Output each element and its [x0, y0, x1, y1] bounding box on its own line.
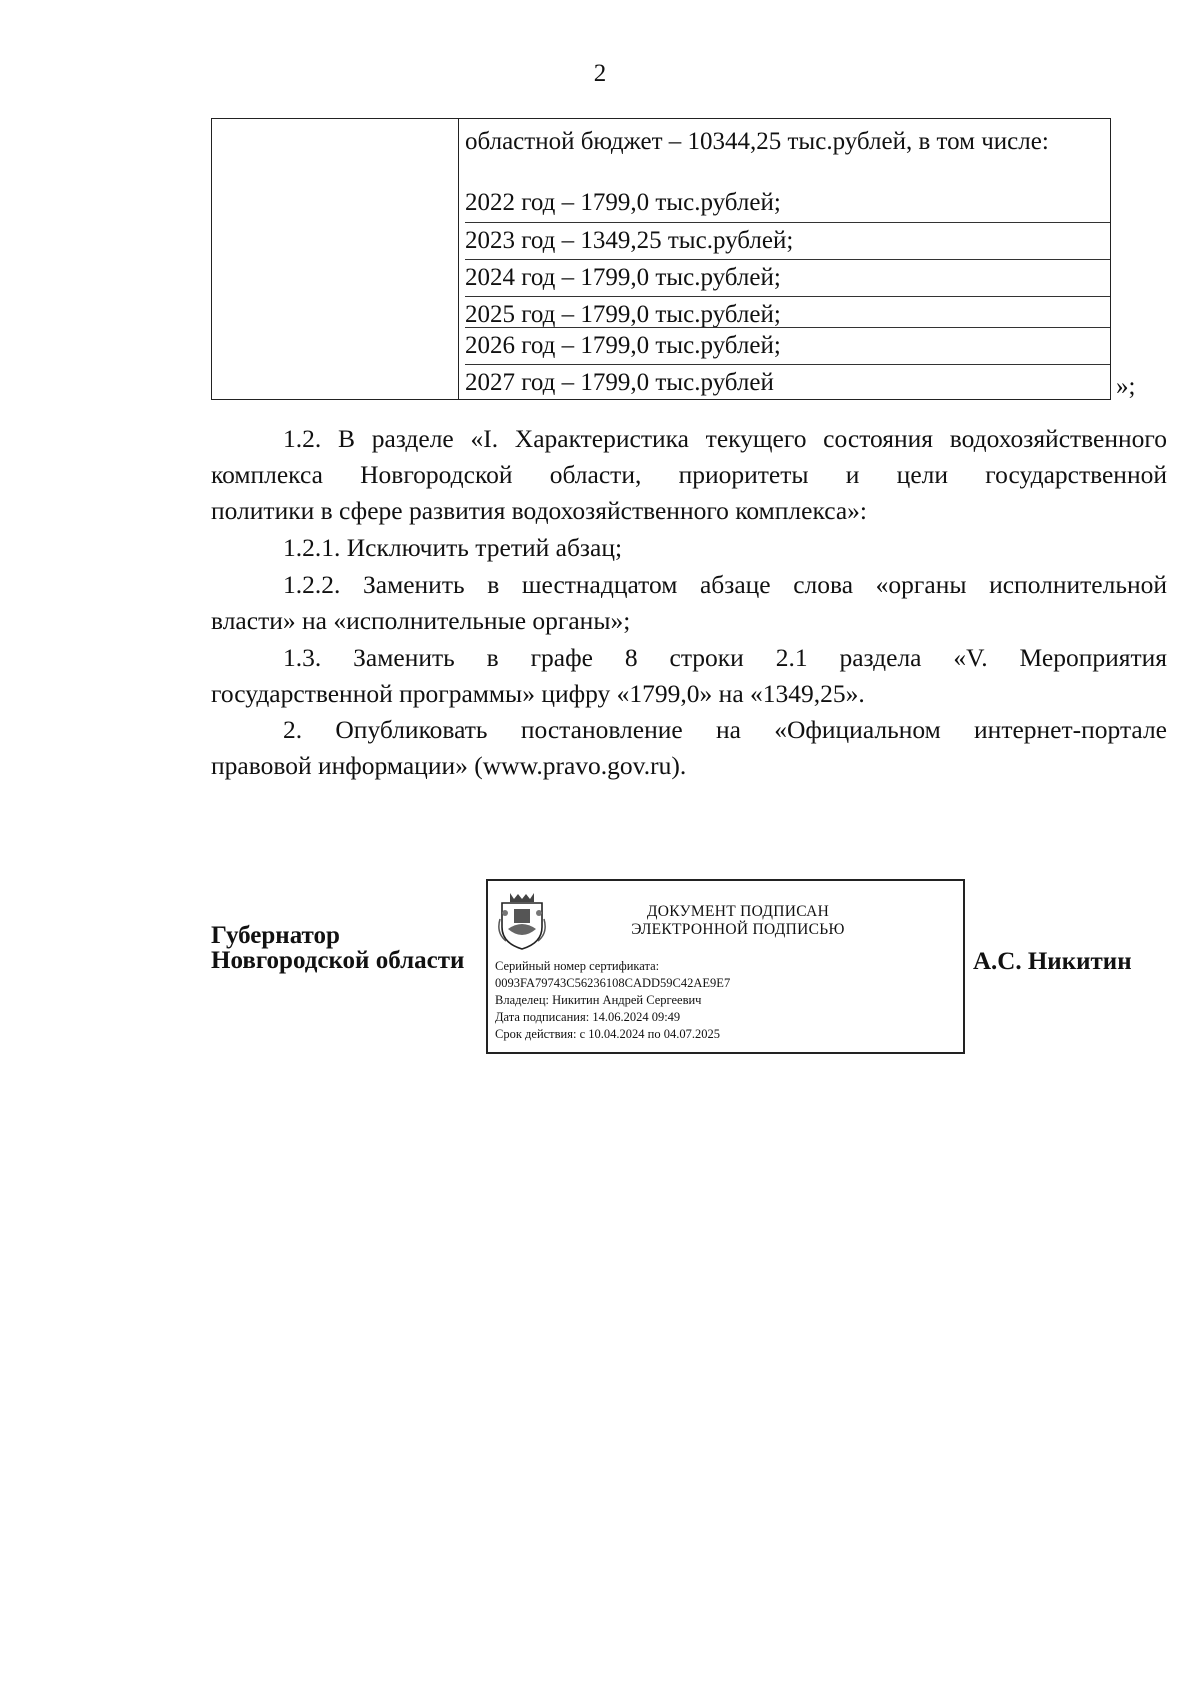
- year-row-2026: 2026 год – 1799,0 тыс.рублей;: [465, 327, 1110, 365]
- validity-period: Срок действия: с 10.04.2024 по 04.07.2025: [495, 1027, 720, 1041]
- page-number: 2: [593, 60, 607, 87]
- paragraph-1-2-2: [211, 567, 1167, 639]
- year-row-2025: 2025 год – 1799,0 тыс.рублей;: [465, 296, 1110, 334]
- stamp-header-line-1: ДОКУМЕНТ ПОДПИСАН: [646, 903, 830, 920]
- paragraph-1-2-2-line-1: 1.2.2. Заменить в шестнадцатом абзаце слова «органы исполнительной: [283, 570, 1167, 599]
- closing-quote-mark: »;: [1116, 373, 1136, 400]
- paragraph-2-line-2: правовой информации» (www.pravo.gov.ru).: [211, 751, 687, 780]
- paragraph-1-3: [211, 640, 1167, 712]
- stamp-header: [558, 903, 918, 939]
- paragraph-1-2-2-line-2: власти» на «исполнительные органы»;: [211, 606, 631, 635]
- electronic-signature-stamp: [486, 879, 965, 1054]
- paragraph-1-2-line-1: 1.2. В разделе «I. Характеристика текущего состояния водохозяйственного: [283, 424, 1167, 453]
- certificate-owner: Владелец: Никитин Андрей Сергеевич: [495, 993, 702, 1007]
- paragraph-1-3-line-2: государственной программы» цифру «1799,0» на «1349,25».: [211, 679, 865, 708]
- year-row-2022: 2022 год – 1799,0 тыс.рублей;: [465, 189, 781, 216]
- year-row-2024: 2024 год – 1799,0 тыс.рублей;: [465, 259, 1110, 297]
- paragraph-2: [211, 712, 1167, 784]
- year-row-2023: 2023 год – 1349,25 тыс.рублей;: [465, 222, 1110, 260]
- table-right-column: [465, 119, 1110, 399]
- signer-name: А.С. Никитин: [973, 948, 1132, 975]
- signatory-title-line-1: Губернатор: [211, 922, 340, 949]
- certificate-label: Серийный номер сертификата:: [495, 959, 660, 973]
- paragraph-1-2: [211, 421, 1167, 529]
- stamp-header-line-2: ЭЛЕКТРОННОЙ ПОДПИСЬЮ: [631, 921, 845, 938]
- year-row-2027: 2027 год – 1799,0 тыс.рублей: [465, 364, 1110, 402]
- paragraph-1-2-line-2: комплекса Новгородской области, приоритеты и цели государственной: [211, 460, 1167, 489]
- table-left-column: [212, 119, 459, 399]
- certificate-number: 0093FA79743C56236108CADD59C42AE9E7: [495, 976, 731, 990]
- coat-of-arms-icon: [496, 889, 548, 951]
- paragraph-1-2-1: [211, 530, 1167, 566]
- paragraph-2-line-1: 2. Опубликовать постановление на «Официальном интернет-портале: [283, 715, 1167, 744]
- paragraph-1-3-line-1: 1.3. Заменить в графе 8 строки 2.1 раздела «V. Мероприятия: [283, 643, 1167, 672]
- budget-table: [211, 118, 1111, 400]
- signing-date: Дата подписания: 14.06.2024 09:49: [495, 1010, 681, 1024]
- signatory-title: [211, 923, 464, 973]
- stamp-details: [495, 958, 730, 1043]
- paragraph-1-2-1-text: 1.2.1. Исключить третий абзац;: [283, 533, 623, 562]
- paragraph-1-2-line-3: политики в сфере развития водохозяйственного комплекса»:: [211, 496, 868, 525]
- budget-intro-text: областной бюджет – 10344,25 тыс.рублей, в том числе:: [465, 128, 1049, 155]
- signatory-title-line-2: Новгородской области: [211, 947, 465, 974]
